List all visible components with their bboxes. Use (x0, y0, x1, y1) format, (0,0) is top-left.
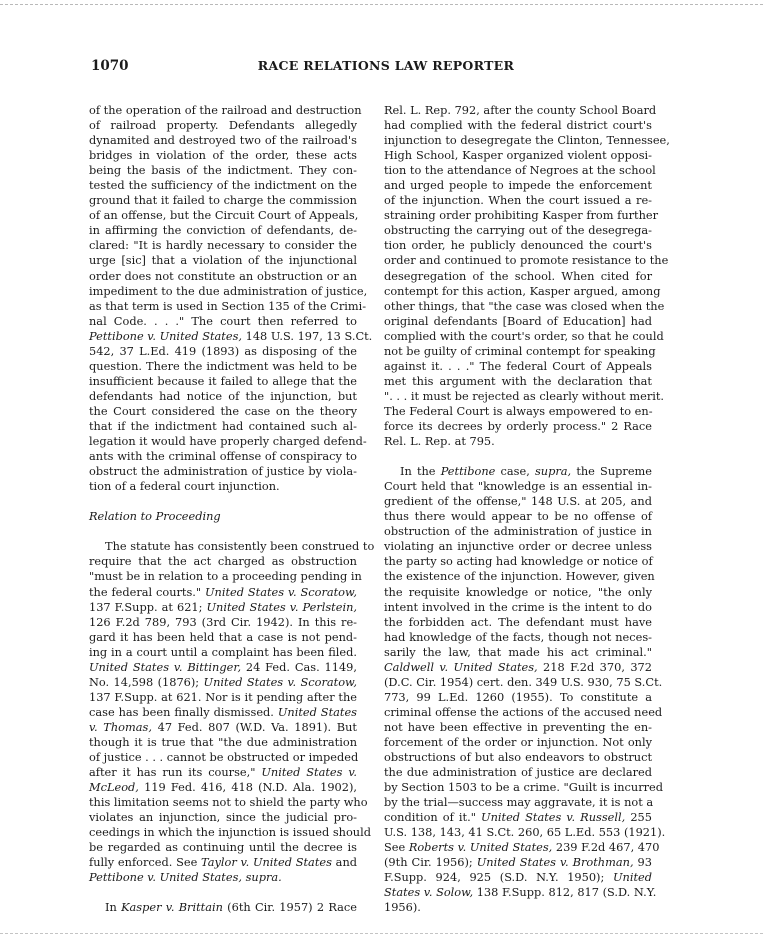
case-citation: United States v. (261, 765, 357, 780)
text-line (89, 630, 357, 645)
text-line (384, 585, 652, 600)
text-line (89, 314, 357, 329)
top-scan-border (0, 4, 763, 5)
text-line (89, 569, 362, 584)
text-line (384, 314, 652, 329)
text-fragment: defendants had notice of the injunction, but (89, 388, 357, 403)
text-fragment: obstruct the administration of justice by viola- (89, 464, 357, 479)
case-citation: Pettibone v. United States, (89, 328, 242, 343)
text-line (89, 870, 357, 885)
text-line (384, 645, 652, 660)
text-line (384, 885, 657, 900)
text-line (384, 660, 652, 675)
text-line (384, 328, 664, 344)
text-fragment: Court held that "knowledge is an essential in- (384, 479, 652, 494)
case-citation: United States v. Perlstein, (206, 599, 357, 614)
text-fragment: and (331, 855, 358, 870)
text-line (89, 900, 357, 915)
text-fragment: "must be in relation to a proceeding pending in (89, 569, 362, 584)
text-fragment: violates an injunction, since the judicial pro- (89, 810, 357, 825)
text-line (384, 690, 652, 705)
text-fragment: being the basis of the indictment. They con- (89, 163, 357, 178)
section-heading (89, 509, 357, 524)
text-fragment: after it has run its course," (89, 765, 262, 780)
case-citation: Roberts v. United States, (408, 840, 553, 855)
text-fragment: of an offense, but the Circuit Court of Appeals, (89, 208, 359, 223)
text-fragment: obstructions of but also endeavors to obstruct (384, 750, 652, 765)
text-fragment: 93 (633, 855, 652, 870)
text-line (384, 464, 652, 479)
text-fragment: In the (400, 464, 441, 479)
text-line (89, 735, 357, 750)
running-head: RACE RELATIONS LAW REPORTER (257, 58, 515, 73)
text-fragment: of railroad property. Defendants allegedly (89, 118, 357, 133)
text-fragment: 542, 37 L.Ed. 419 (1893) as disposing of the (89, 343, 357, 358)
text-line (89, 118, 357, 133)
text-line (89, 374, 357, 389)
text-fragment: the Court considered the case on the theory (89, 403, 357, 418)
text-fragment: tion to the attendance of Negroes at the school (384, 163, 656, 178)
text-fragment: as that term is used in Section 135 of the Crimi- (89, 298, 367, 313)
case-citation: States v. Solow, (384, 885, 474, 900)
text-line (384, 374, 652, 389)
text-line (384, 674, 663, 690)
text-fragment: order does not constitute an obstruction or an (89, 268, 357, 283)
case-citation: United States v. Scoratow, (203, 674, 357, 689)
text-fragment: tion of a federal court injunction. (89, 479, 280, 494)
text-line (89, 705, 357, 720)
case-citation: United States v. Bittinger, (89, 659, 242, 674)
text-fragment: other things, that "the case was closed when the (384, 298, 665, 313)
text-line (384, 569, 655, 584)
page-header (91, 58, 681, 78)
text-fragment: The statute has consistently been construed to (105, 539, 375, 554)
text-fragment: by the trial—success may aggravate, it is not a (384, 795, 654, 810)
text-fragment: by Section 1503 to be a crime. "Guilt is incurred (384, 780, 664, 795)
text-fragment: (6th Cir. 1957) 2 Race (222, 900, 357, 915)
text-fragment: met this argument with the declaration that (384, 373, 652, 388)
case-citation: United States v. Scoratow, (205, 584, 357, 599)
text-fragment: of the operation of the railroad and destruction (89, 103, 362, 117)
text-fragment: the due administration of justice are declared (384, 765, 652, 780)
text-line (384, 765, 652, 780)
text-line (89, 765, 357, 780)
text-fragment: forcement of the order or injunction. Not only (384, 734, 652, 749)
case-citation: United States v. Brothman, (476, 855, 634, 870)
text-fragment: ". . . it must be rejected as clearly without merit. (384, 388, 665, 403)
text-line (89, 238, 357, 253)
text-line (384, 720, 652, 735)
text-fragment: desegregation of the school. When cited for (384, 268, 652, 283)
text-line (89, 328, 373, 344)
text-fragment: impediment to the due administration of justice, (89, 283, 368, 298)
text-line (89, 464, 357, 479)
text-fragment: in affirming the conviction of defendants, de- (89, 223, 357, 238)
case-citation: United States v. Russell, (481, 810, 626, 825)
text-line (89, 690, 357, 705)
text-fragment: insufficient because it failed to allege that the (89, 373, 357, 388)
text-fragment: against it. . . ." The federal Court of Appeals (384, 358, 652, 373)
text-line (89, 840, 357, 855)
text-fragment: 137 F.Supp. at 621. Nor is it pending after the (89, 689, 357, 704)
paragraph-gap (89, 524, 357, 539)
text-line (89, 780, 357, 795)
text-fragment: ceedings in which the injunction is issued should (89, 825, 372, 840)
right-column (384, 103, 670, 923)
text-line (384, 298, 665, 314)
text-fragment: F.Supp. 924, 925 (S.D. N.Y. 1950); (384, 870, 613, 885)
case-citation: Taylor v. United States (201, 855, 332, 870)
text-line (384, 615, 652, 630)
text-line (384, 870, 652, 885)
text-line (89, 253, 357, 268)
text-line (384, 269, 652, 284)
text-fragment: force its decrees by orderly process." 2 Race (384, 418, 652, 433)
text-fragment: Rel. L. Rep. 792, after the county School Board (384, 103, 657, 117)
text-line (384, 193, 652, 208)
paragraph-gap (384, 449, 652, 464)
text-line (89, 178, 357, 193)
paragraph-gap (89, 494, 357, 509)
text-fragment: U.S. 138, 143, 41 S.Ct. 260, 65 L.Ed. 553 (1921). (384, 825, 666, 840)
text-line (89, 855, 357, 870)
text-line (89, 208, 357, 223)
text-line (384, 404, 652, 419)
text-fragment: the federal courts." (89, 584, 205, 599)
text-line (89, 675, 357, 690)
text-fragment: legation it would have properly charged defend- (89, 434, 367, 449)
text-fragment: injunction to desegregate the Clinton, Tennessee, (384, 133, 670, 148)
text-line (89, 434, 367, 449)
text-fragment: gard it has been held that a case is not pend- (89, 629, 357, 644)
text-line (384, 223, 652, 238)
text-fragment: 47 Fed. 807 (W.D. Va. 1891). But (151, 719, 357, 734)
text-line (89, 163, 357, 178)
text-fragment: the requisite knowledge or notice, "the only (384, 584, 652, 599)
text-fragment: ants with the criminal offense of conspiracy to (89, 449, 357, 464)
text-line (89, 449, 357, 464)
case-citation: supra, (534, 464, 572, 479)
text-line (89, 615, 357, 630)
text-fragment: See (384, 840, 409, 855)
text-line (384, 178, 652, 193)
text-fragment: 239 F.2d 467, 470 (552, 840, 660, 855)
text-line (384, 795, 652, 810)
text-fragment: straining order prohibiting Kasper from further (384, 208, 659, 223)
text-line (384, 283, 661, 299)
text-fragment: the party so acting had knowledge or notice of (384, 554, 653, 569)
text-fragment: dynamited and destroyed two of the railroad's (89, 133, 357, 148)
text-fragment: 773, 99 L.Ed. 1260 (1955). To constitute a (384, 689, 652, 704)
text-line (384, 238, 652, 253)
text-fragment: Relation to Proceeding (89, 509, 221, 524)
text-line (384, 750, 652, 765)
text-fragment: 255 (625, 810, 652, 825)
text-fragment: and urged people to impede the enforcement (384, 178, 652, 193)
text-line (384, 780, 664, 795)
text-fragment: (D.C. Cir. 1954) cert. den. 349 U.S. 930, 75 S.Ct. (384, 674, 663, 689)
text-line (89, 600, 357, 615)
text-fragment: that if the indictment had contained such al- (89, 418, 357, 433)
text-line (89, 585, 357, 600)
text-fragment: ground that it failed to charge the commission (89, 193, 357, 208)
text-fragment: this limitation seems not to shield the party who (89, 795, 368, 810)
text-line (384, 343, 656, 359)
text-fragment: original defendants [Board of Education] had (384, 313, 652, 328)
text-line (89, 404, 357, 419)
text-line (384, 524, 652, 539)
text-line (89, 750, 357, 765)
text-fragment: obstruction of the administration of justice in (384, 524, 652, 539)
text-fragment: 24 Fed. Cas. 1149, (241, 659, 357, 674)
text-line (89, 645, 357, 660)
text-line (384, 419, 652, 434)
text-line (384, 118, 652, 133)
left-column (89, 103, 375, 923)
text-fragment: 138 F.Supp. 812, 817 (S.D. N.Y. (473, 885, 657, 900)
text-line (89, 269, 357, 284)
text-line (384, 900, 652, 915)
text-fragment: not be guilty of criminal contempt for speaking (384, 343, 656, 358)
text-fragment: had knowledge of the facts, though not neces- (384, 629, 652, 644)
text-line (384, 554, 652, 569)
text-fragment: Rel. L. Rep. at 795. (384, 434, 495, 449)
text-line (384, 704, 663, 720)
text-fragment: condition of it." (384, 810, 482, 825)
text-line (89, 720, 357, 735)
text-fragment: not have been effective in preventing the en- (384, 719, 652, 734)
text-line (384, 208, 659, 223)
text-fragment: of justice . . . cannot be obstructed or impeded (89, 750, 359, 765)
text-fragment: 218 F.2d 370, 372 (537, 659, 652, 674)
paragraph-gap (89, 885, 357, 900)
text-line (89, 193, 357, 208)
case-citation: United States (277, 704, 357, 719)
text-fragment: of the injunction. When the court issued a re- (384, 193, 652, 208)
text-line (384, 163, 656, 178)
text-line (384, 494, 652, 509)
text-line (384, 388, 665, 404)
text-line (89, 795, 368, 810)
text-fragment: ing in a court until a complaint has been filed. (89, 644, 357, 659)
text-line (89, 810, 357, 825)
text-fragment: fully enforced. See (89, 855, 202, 870)
text-line (89, 283, 368, 299)
case-citation: Kasper v. Brittain (121, 900, 223, 915)
text-fragment: High School, Kasper organized violent opposi- (384, 148, 652, 163)
text-fragment: 137 F.Supp. at 621; (89, 599, 207, 614)
text-fragment: No. 14,598 (1876); (89, 674, 204, 689)
text-fragment: violating an injunctive order or decree unless (384, 539, 652, 554)
text-line (384, 810, 652, 825)
case-citation: Caldwell v. United States, (384, 659, 538, 674)
text-fragment: question. There the indictment was held to be (89, 358, 357, 373)
text-fragment: thus there would appear to be no offense of (384, 509, 652, 524)
text-fragment: complied with the court's order, so that he could (384, 328, 664, 343)
case-citation: McLeod, (89, 780, 139, 795)
text-fragment: bridges in violation of the order, these acts (89, 148, 357, 163)
text-fragment: 126 F.2d 789, 793 (3rd Cir. 1942). In this re- (89, 614, 357, 629)
text-line (89, 419, 357, 434)
text-fragment: case, (495, 464, 535, 479)
text-fragment: order and continued to promote resistance to the (384, 253, 669, 268)
text-line (89, 344, 357, 359)
text-fragment: sarily the law, that made his act criminal." (384, 644, 652, 659)
text-line (89, 223, 357, 238)
text-line (384, 509, 652, 524)
text-line (384, 630, 652, 645)
text-fragment: 119 Fed. 416, 418 (N.D. Ala. 1902), (138, 780, 357, 795)
text-line (89, 103, 362, 118)
text-line (384, 539, 652, 554)
text-fragment: require that the act charged as obstruction (89, 554, 357, 569)
text-fragment: clared: "It is hardly necessary to consider the (89, 238, 357, 253)
text-line (89, 133, 357, 148)
text-line (89, 825, 372, 840)
text-fragment: intent involved in the crime is the intent to do (384, 599, 652, 614)
text-line (384, 359, 652, 374)
text-line (89, 539, 375, 554)
text-line (384, 133, 670, 148)
case-citation: v. Thomas, (89, 719, 152, 734)
text-line (89, 359, 357, 374)
text-line (384, 840, 660, 855)
text-fragment: 148 U.S. 197, 13 S.Ct. (242, 328, 373, 343)
page-number: 1070 (91, 58, 129, 74)
case-citation: Pettibone (440, 464, 496, 479)
text-fragment: tion order, he publicly denounced the court's (384, 238, 652, 253)
text-fragment: nal Code. . . ." The court then referred to (89, 313, 357, 328)
text-line (89, 479, 357, 494)
text-line (384, 479, 652, 494)
text-line (89, 389, 357, 404)
text-fragment: had complied with the federal district court's (384, 118, 652, 133)
text-line (384, 103, 657, 118)
text-fragment: tested the sufficiency of the indictment on the (89, 178, 357, 193)
text-fragment: case has been finally dismissed. (89, 704, 278, 719)
text-fragment: the forbidden act. The defendant must have (384, 614, 652, 629)
case-citation: Pettibone v. United States, supra. (89, 870, 282, 885)
text-line (89, 298, 367, 314)
text-line (384, 855, 652, 870)
text-line (384, 148, 652, 163)
text-line (89, 148, 357, 163)
text-fragment: gredient of the offense," 148 U.S. at 205, and (384, 494, 652, 509)
text-line (384, 600, 652, 615)
text-line (384, 434, 652, 449)
text-line (384, 735, 652, 750)
bottom-scan-border (0, 933, 763, 934)
text-fragment: contempt for this action, Kasper argued, among (384, 283, 661, 298)
text-fragment: The Federal Court is always empowered to en- (384, 403, 653, 418)
text-fragment: urge [sic] that a violation of the injunctional (89, 253, 357, 268)
text-fragment: In (105, 900, 122, 915)
text-fragment: 1956). (384, 900, 421, 915)
text-fragment: the Supreme (571, 464, 652, 479)
text-fragment: (9th Cir. 1956); (384, 855, 477, 870)
text-fragment: criminal offense the actions of the accused need (384, 704, 663, 719)
text-fragment: be regarded as continuing until the decree is (89, 840, 357, 855)
text-fragment: the existence of the injunction. However, given (384, 569, 655, 584)
case-citation: United (612, 870, 652, 885)
text-line (89, 554, 357, 569)
text-line (384, 253, 669, 268)
text-line (89, 660, 357, 675)
text-line (384, 825, 666, 840)
text-fragment: obstructing the carrying out of the desegrega- (384, 223, 652, 238)
text-fragment: though it is true that "the due administration (89, 734, 357, 749)
